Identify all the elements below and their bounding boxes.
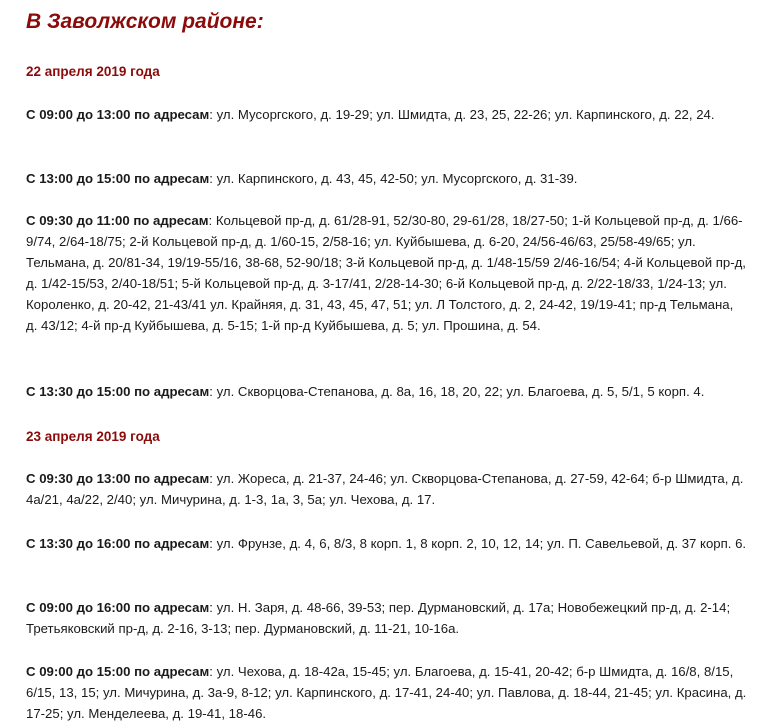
time-range: С 13:00 до 15:00 по адресам xyxy=(26,171,210,186)
address-list: ул. Карпинского, д. 43, 45, 42-50; ул. Мусоргского, д. 31-39. xyxy=(216,171,578,186)
schedule-entry: С 13:30 до 15:00 по адресам: ул. Скворцова-Степанова, д. 8а, 16, 18, 20, 22; ул. Благоева, д. 5, 5/1, 5 корп. 4. xyxy=(26,384,705,399)
time-range: С 09:30 до 13:00 по адресам xyxy=(26,471,210,486)
address-list: ул. Скворцова-Степанова, д. 8а, 16, 18, 20, 22; ул. Благоева, д. 5, 5/1, 5 корп. 4. xyxy=(216,384,705,399)
address-list: Кольцевой пр-д, д. 61/28-91, 52/30-80, 29-61/28, 18/27-50; 1-й Кольцевой пр-д, д. 1/66-9/74, 2/64-18/75; 2-й Кольцевой пр-д, д. 1/60-15, 2/58-16; ул. Куйбышева, д. 6-20, 24/56-46/63, 25/58-49/65; ул. Тельмана, д. 20/81-34, 19/19-55/16, 38-68, 52-90/18; 3-й Кольцевой пр-д, д. 1/48-15/59 2/46-16/54; 4-й Кольцевой пр-д, д. 1/42-15/53, 2/40-18/51; 5-й Кольцевой пр-д, д. 3-17/41, 2/28-14-30; 6-й Кольцевой пр-д, д. 2/22-18/33, 1/24-13; ул. Короленко, д. 20-42, 21-43/41 ул. Крайняя, д. 31, 43, 45, 47, 51; ул. Л Толстого, д. 2, 24-42, 19/19-41; пр-д Тельмана, д. 43/12; 4-й пр-д Куйбышева, д. 5-15; 1-й пр-д Куйбышева, д. 5; ул. Прошина, д. 54. xyxy=(26,213,746,333)
time-range: С 13:30 до 16:00 по адресам xyxy=(26,536,210,551)
schedule-entry: С 09:00 до 13:00 по адресам: ул. Мусоргского, д. 19-29; ул. Шмидта, д. 23, 25, 22-26; ул. Карпинского, д. 22, 24. xyxy=(26,107,715,122)
date-heading: 22 апреля 2019 года xyxy=(26,64,160,79)
time-range: С 09:00 до 16:00 по адресам xyxy=(26,600,210,615)
schedule-entry: С 13:00 до 15:00 по адресам: ул. Карпинского, д. 43, 45, 42-50; ул. Мусоргского, д. 31-39. xyxy=(26,171,578,186)
address-list: ул. Жореса, д. 21-37, 24-46; ул. Скворцова-Степанова, д. 27-59, 42-64; б-р Шмидта, д. 4а/21, 4а/22, 2/40; ул. Мичурина, д. 1-3, 1а, 3, 5а; ул. Чехова, д. 17. xyxy=(26,471,744,507)
time-range: С 09:00 до 13:00 по адресам xyxy=(26,107,210,122)
schedule-entry: С 09:30 до 13:00 по адресам: ул. Жореса, д. 21-37, 24-46; ул. Скворцова-Степанова, д. 27-59, 42-64; б-р Шмидта, д. 4а/21, 4а/22, 2/40; ул. Мичурина, д. 1-3, 1а, 3, 5а; ул. Чехова, д. 17. xyxy=(26,471,744,507)
schedule-entry: С 09:00 до 15:00 по адресам: ул. Чехова, д. 18-42а, 15-45; ул. Благоева, д. 15-41, 20-42; б-р Шмидта, д. 16/8, 8/15, 6/15, 13, 15; ул. Мичурина, д. 3а-9, 8-12; ул. Карпинского, д. 17-41, 24-40; ул. Павлова, д. 18-44, 21-45; ул. Красина, д. 17-25; ул. Менделеева, д. 19-41, 18-46. xyxy=(26,664,747,721)
address-list: ул. Н. Заря, д. 48-66, 39-53; пер. Дурмановский, д. 17а; Новобежецкий пр-д, д. 2-14; Третьяковский пр-д, д. 2-16, 3-13; пер. Дурмановский, д. 11-21, 10-16а. xyxy=(26,600,731,636)
date-heading: 23 апреля 2019 года xyxy=(26,429,160,444)
schedule-entry: С 09:00 до 16:00 по адресам: ул. Н. Заря, д. 48-66, 39-53; пер. Дурмановский, д. 17а; Новобежецкий пр-д, д. 2-14; Третьяковский пр-д, д. 2-16, 3-13; пер. Дурмановский, д. 11-21, 10-16а. xyxy=(26,600,731,636)
address-list: ул. Фрунзе, д. 4, 6, 8/3, 8 корп. 1, 8 корп. 2, 10, 12, 14; ул. П. Савельевой, д. 37 корп. 6. xyxy=(216,536,747,551)
time-range: С 09:00 до 15:00 по адресам xyxy=(26,664,210,679)
district-heading: В Заволжском районе: xyxy=(26,10,264,33)
schedule-entry: С 13:30 до 16:00 по адресам: ул. Фрунзе, д. 4, 6, 8/3, 8 корп. 1, 8 корп. 2, 10, 12, 14; ул. П. Савельевой, д. 37 корп. 6. xyxy=(26,536,747,551)
time-range: С 13:30 до 15:00 по адресам xyxy=(26,384,210,399)
address-list: ул. Чехова, д. 18-42а, 15-45; ул. Благоева, д. 15-41, 20-42; б-р Шмидта, д. 16/8, 8/15, 6/15, 13, 15; ул. Мичурина, д. 3а-9, 8-12; ул. Карпинского, д. 17-41, 24-40; ул. Павлова, д. 18-44, 21-45; ул. Красина, д. 17-25; ул. Менделеева, д. 19-41, 18-46. xyxy=(26,664,747,721)
time-range: С 09:30 до 11:00 по адресам xyxy=(26,213,209,228)
schedule-entry: С 09:30 до 11:00 по адресам: Кольцевой пр-д, д. 61/28-91, 52/30-80, 29-61/28, 18/27-50; 1-й Кольцевой пр-д, д. 1/66-9/74, 2/64-18/75; 2-й Кольцевой пр-д, д. 1/60-15, 2/58-16; ул. Куйбышева, д. 6-20, 24/56-46/63, 25/58-49/65; ул. Тельмана, д. 20/81-34, 19/19-55/16, 38-68, 52-90/18; 3-й Кольцевой пр-д, д. 1/48-15/59 2/46-16/54; 4-й Кольцевой пр-д, д. 1/42-15/53, 2/40-18/51; 5-й Кольцевой пр-д, д. 3-17/41, 2/28-14-30; 6-й Кольцевой пр-д, д. 2/22-18/33, 1/24-13; ул. Короленко, д. 20-42, 21-43/41 ул. Крайняя, д. 31, 43, 45, 47, 51; ул. Л Толстого, д. 2, 24-42, 19/19-41; пр-д Тельмана, д. 43/12; 4-й пр-д Куйбышева, д. 5-15; 1-й пр-д Куйбышева, д. 5; ул. Прошина, д. 54. xyxy=(26,213,746,333)
address-list: ул. Мусоргского, д. 19-29; ул. Шмидта, д. 23, 25, 22-26; ул. Карпинского, д. 22, 24. xyxy=(216,107,715,122)
